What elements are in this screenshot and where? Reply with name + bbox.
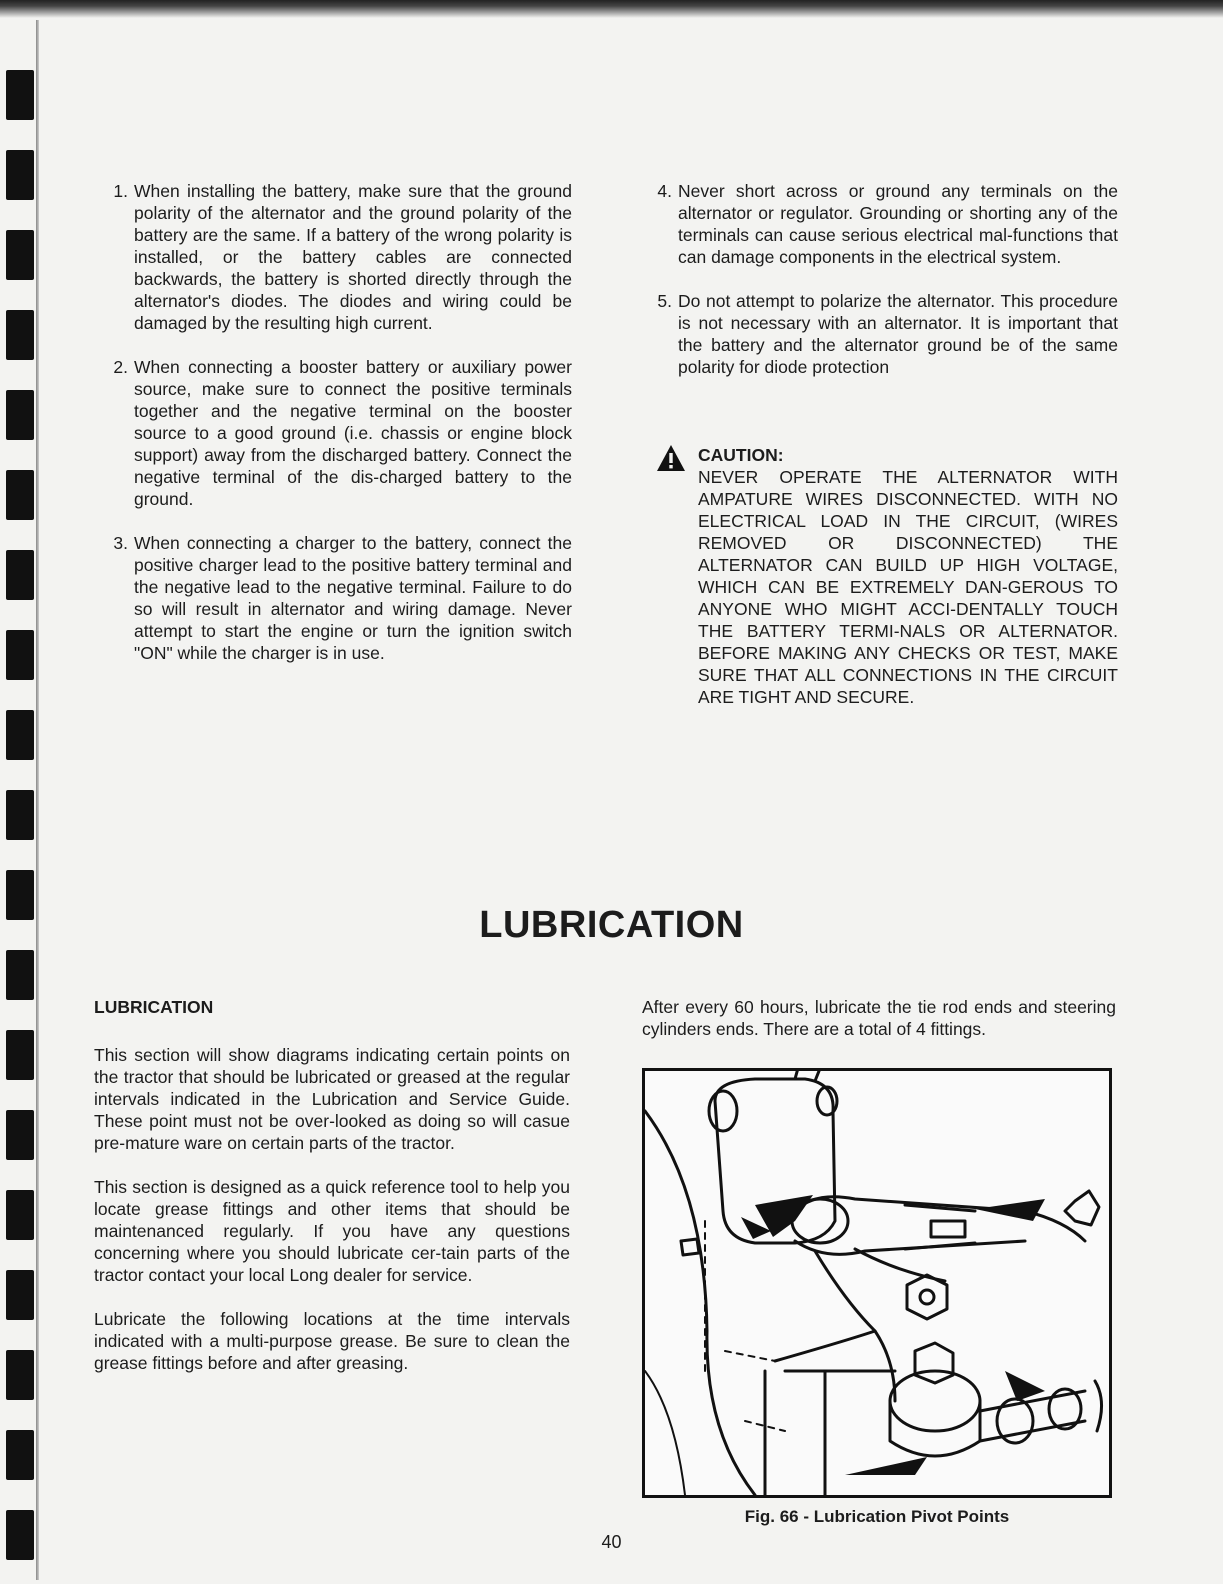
lubrication-right-paragraph — [642, 996, 1116, 1040]
list-item-number: 2. — [113, 357, 128, 377]
list-item — [650, 290, 1118, 378]
lubrication-left-column — [94, 996, 570, 1396]
caution-title: CAUTION: — [698, 445, 784, 465]
tie-rod-drawing — [645, 1071, 1109, 1495]
list-item — [650, 180, 1118, 268]
list-item-number: 3. — [113, 533, 128, 553]
figure-66-illustration — [642, 1068, 1112, 1498]
left-battery-list — [106, 180, 572, 686]
list-item — [106, 180, 572, 334]
scan-top-edge — [0, 0, 1223, 18]
tie-rod-paragraph: After every 60 hours, lubricate the tie rod ends and steering cylinders ends. There are a total of 4 fittings. — [642, 997, 1116, 1039]
list-item — [106, 356, 572, 510]
lubrication-paragraph: This section is designed as a quick reference tool to help you locate grease fittings and other items that should be maintenanced regularly. If you have any questions concerning where you should lubricate cer-tain parts of the tractor contact your local Long dealer for service. — [94, 1177, 570, 1285]
lubrication-paragraph: Lubricate the following locations at the time intervals indicated with a multi-purpose grease. Be sure to clean the grease fittings before and after greasing. — [94, 1309, 570, 1373]
list-item-number: 4. — [657, 181, 672, 201]
binding-holes — [0, 40, 40, 1580]
page-number: 40 — [601, 1532, 622, 1552]
list-item-text: Do not attempt to polarize the alternator. This procedure is not necessary with an alternator. It is important that the battery and the alternator ground be of the same polarity for diode protection — [678, 291, 1118, 377]
lubrication-paragraph: This section will show diagrams indicating certain points on the tractor that should be lubricated or greased at the regular intervals indicated in the Lubrication and Service Guide. These point must not be over-looked as doing so will casue pre-mature ware on certain parts of the tractor. — [94, 1045, 570, 1153]
list-item-number: 1. — [113, 181, 128, 201]
figure-caption: Fig. 66 - Lubrication Pivot Points — [744, 1507, 1010, 1526]
warning-triangle-icon — [656, 444, 686, 472]
list-item-text: When connecting a charger to the battery, connect the positive charger lead to the positive battery terminal and the negative lead to the negative terminal. Failure to do so will result in alternator and wiring damage. Never attempt to start the engine or turn the ignition switch "ON" while the charger is in use. — [134, 533, 572, 663]
list-item-text: When connecting a booster battery or auxiliary power source, make sure to connect the positive terminals together and the negative terminal on the booster source to a good ground (i.e. chassis or engine block support) away from the discharged battery. Connect the negative terminal of the dis-charged battery to the ground. — [134, 357, 572, 509]
lubrication-subheading: LUBRICATION — [94, 997, 214, 1017]
right-battery-list — [650, 180, 1118, 400]
list-item-text: Never short across or ground any terminals on the alternator or regulator. Grounding or shorting any of the terminals can cause serious electrical mal-functions that can damage components in the electrical system. — [678, 181, 1118, 267]
list-item-number: 5. — [657, 291, 672, 311]
caution-text: NEVER OPERATE THE ALTERNATOR WITH AMPATURE WIRES DISCONNECTED. WITH NO ELECTRICAL LOAD IN THE CIRCUIT, (WIRES REMOVED OR DISCONNECTED) THE ALTERNATOR CAN BUILD UP HIGH VOLTAGE, WHICH CAN BE EXTREMELY DAN-GEROUS TO ANYONE WHO MIGHT ACCI-DENTALLY TOUCH THE BATTERY TERMI-NALS OR ALTERNATOR. BEFORE MAKING ANY CHECKS OR TEST, MAKE SURE THAT ALL CONNECTIONS IN THE CIRCUIT ARE TIGHT AND SECURE. — [698, 467, 1118, 707]
list-item — [106, 532, 572, 664]
section-title: LUBRICATION — [479, 904, 744, 946]
list-item-text: When installing the battery, make sure that the ground polarity of the alternator and the ground polarity of the battery are the same. If a battery of the wrong polarity is installed, or the battery cables are connected backwards, the battery is shorted directly through the alternator's diodes. The diodes and wiring could be damaged by the resulting high current. — [134, 181, 572, 333]
